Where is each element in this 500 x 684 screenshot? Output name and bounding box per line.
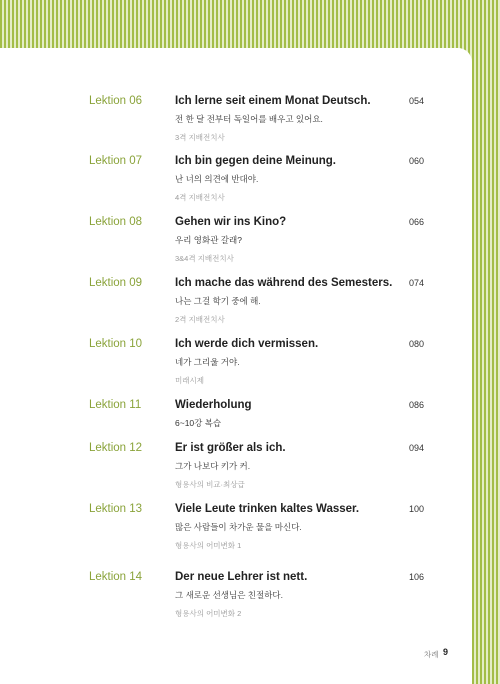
lesson-label: Lektion 06	[89, 95, 143, 107]
lesson-label: Lektion 08	[89, 216, 143, 228]
footer-page-number: 9	[443, 647, 449, 657]
lesson-page-number: 060	[409, 156, 425, 166]
lesson-page-number: 054	[409, 96, 425, 106]
footer-section-label: 차례	[424, 650, 439, 659]
lesson-label: Lektion 10	[89, 338, 143, 350]
lesson-page-number: 094	[409, 443, 425, 453]
lesson-subtitle: 그가 나보다 키가 커.	[175, 461, 251, 471]
lesson-subtitle: 난 너의 의견에 반대야.	[175, 174, 259, 184]
lesson-page-number: 066	[409, 217, 425, 227]
lesson-title: Ich lerne seit einem Monat Deutsch.	[175, 95, 371, 107]
lesson-page-number: 100	[409, 504, 425, 514]
lesson-title: Der neue Lehrer ist nett.	[175, 571, 308, 583]
lesson-title: Ich mache das während des Semesters.	[175, 277, 393, 289]
toc-page	[0, 48, 472, 684]
lesson-subtitle: 많은 사람들이 차가운 물을 마신다.	[175, 522, 302, 532]
lesson-title: Ich bin gegen deine Meinung.	[175, 155, 337, 167]
lesson-title: Ich werde dich vermissen.	[175, 338, 319, 350]
lesson-label: Lektion 14	[89, 571, 143, 583]
lesson-topic: 형용사의 비교·최상급	[175, 480, 245, 489]
lesson-label: Lektion 12	[89, 442, 143, 454]
lesson-subtitle: 6~10강 복습	[175, 418, 222, 428]
lesson-topic: 4격 지배전치사	[175, 193, 225, 202]
lesson-subtitle: 전 한 달 전부터 독일어를 배우고 있어요.	[175, 114, 323, 124]
lesson-label: Lektion 13	[89, 503, 143, 515]
lesson-title: Er ist größer als ich.	[175, 442, 286, 454]
lesson-topic: 형용사의 어미변화 1	[175, 541, 242, 550]
lesson-subtitle: 네가 그리울 거야.	[175, 357, 240, 367]
lesson-label: Lektion 07	[89, 155, 143, 167]
lesson-title: Viele Leute trinken kaltes Wasser.	[175, 503, 360, 515]
lesson-page-number: 106	[409, 572, 425, 582]
lesson-label: Lektion 11	[89, 399, 142, 411]
lesson-label: Lektion 09	[89, 277, 143, 289]
lesson-title: Wiederholung	[175, 399, 252, 411]
lesson-topic: 형용사의 어미변화 2	[175, 609, 242, 618]
lesson-topic: 3격 지배전치사	[175, 133, 225, 142]
lesson-subtitle: 그 새로운 선생님은 친절하다.	[175, 590, 283, 600]
lesson-subtitle: 우리 영화관 갈래?	[175, 235, 242, 245]
lesson-topic: 3&4격 지배전치사	[175, 254, 234, 263]
lesson-page-number: 080	[409, 339, 425, 349]
lesson-topic: 미래시제	[175, 376, 204, 385]
lesson-topic: 2격 지배전치사	[175, 315, 225, 324]
lesson-page-number: 086	[409, 400, 425, 410]
lesson-title: Gehen wir ins Kino?	[175, 216, 287, 228]
lesson-page-number: 074	[409, 278, 425, 288]
lesson-subtitle: 나는 그걸 학기 중에 해.	[175, 296, 261, 306]
